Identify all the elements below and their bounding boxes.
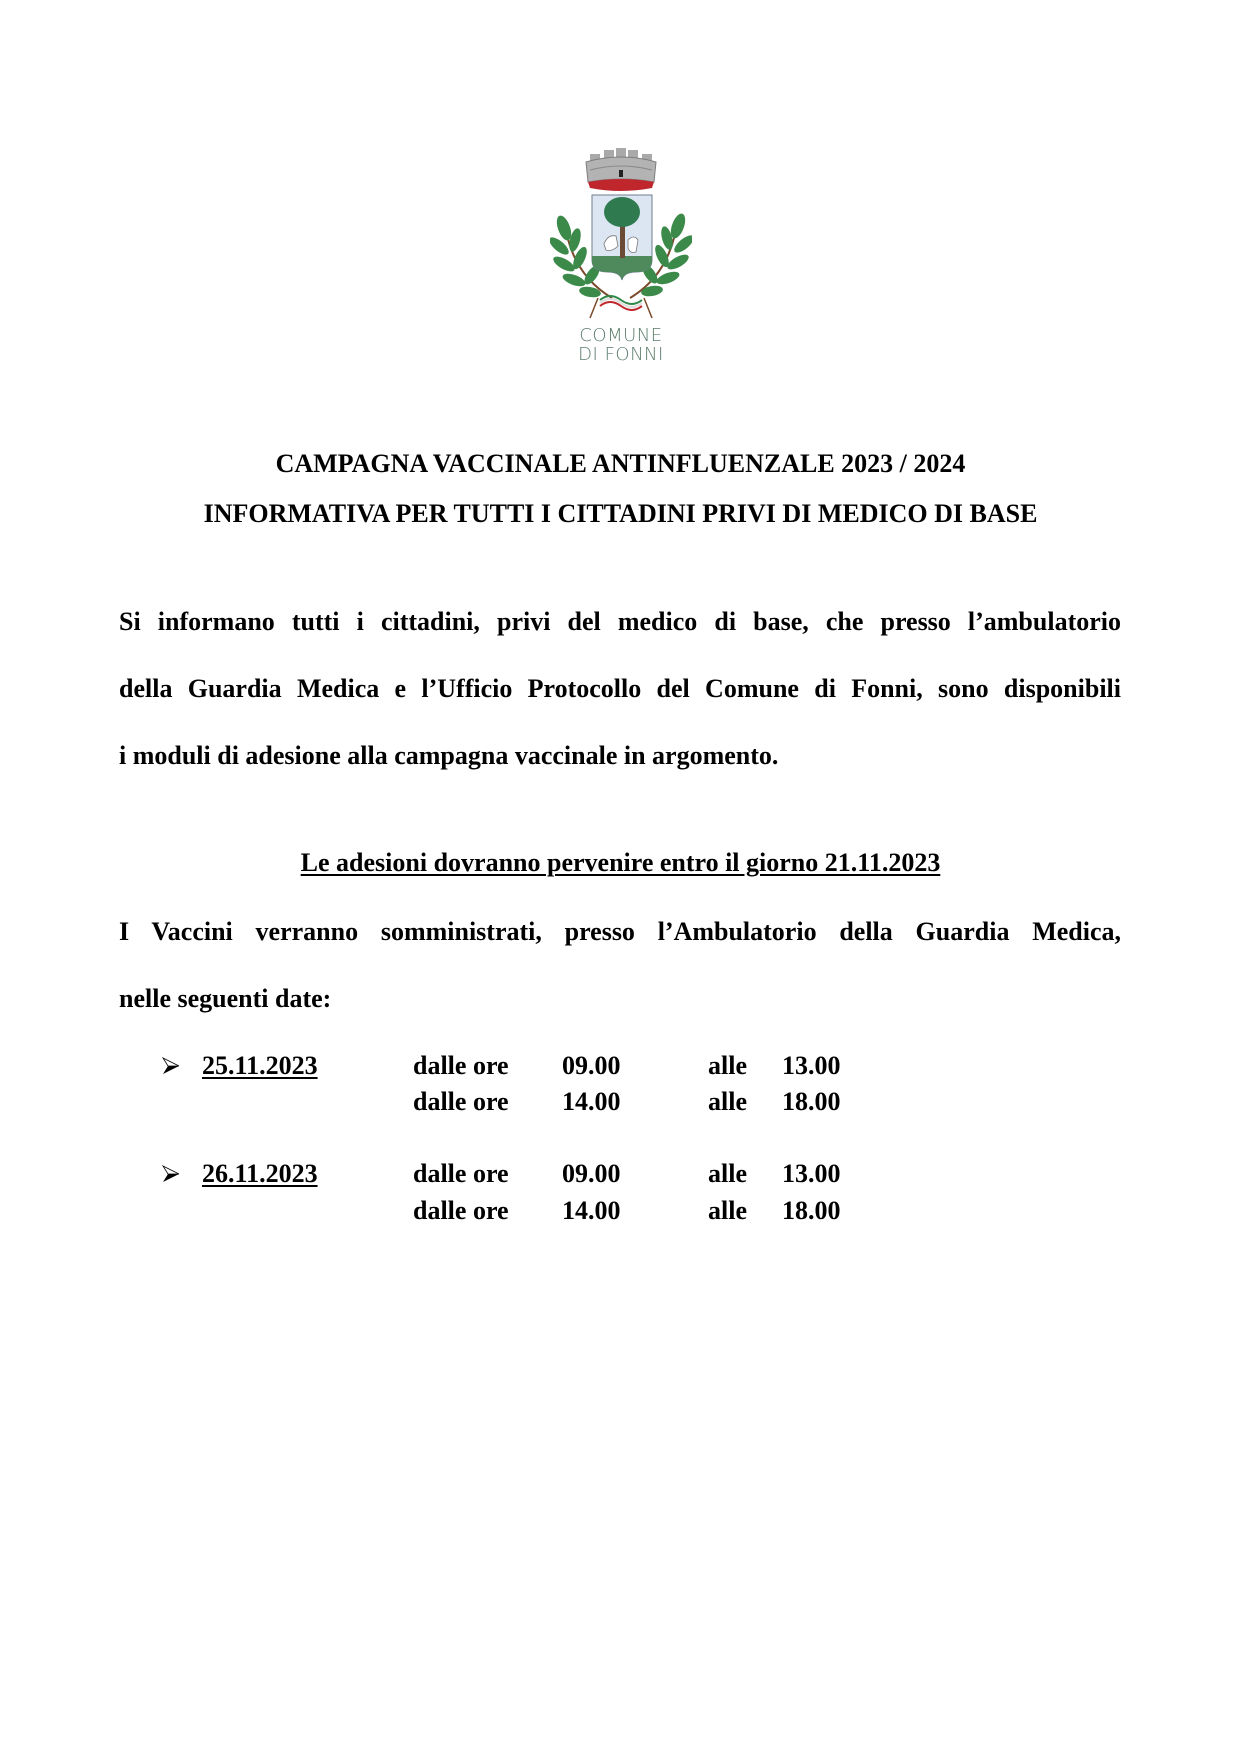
schedule-row xyxy=(0,1051,1241,1081)
crown-icon xyxy=(586,148,656,191)
deadline-notice xyxy=(0,848,1241,878)
coat-of-arms-icon xyxy=(550,148,692,326)
schedule-row xyxy=(0,1196,1241,1226)
end-time: 13.00 xyxy=(782,1051,841,1080)
from-label: dalle ore xyxy=(413,1051,509,1080)
from-label: dalle ore xyxy=(413,1087,509,1116)
arrowhead-bullet-icon xyxy=(162,1165,180,1183)
to-label: alle xyxy=(708,1051,747,1080)
start-time: 09.00 xyxy=(562,1159,621,1188)
logo-text-comune: COMUNE xyxy=(579,325,663,346)
start-time: 14.00 xyxy=(562,1196,621,1225)
to-label: alle xyxy=(708,1196,747,1225)
schedule-row xyxy=(0,1087,1241,1117)
deadline-text: Le adesioni dovranno pervenire entro il giorno 21.11.2023 xyxy=(300,848,941,877)
arrowhead-bullet-icon xyxy=(162,1057,180,1075)
from-label: dalle ore xyxy=(413,1159,509,1188)
schedule-row xyxy=(0,1159,1241,1189)
start-time: 14.00 xyxy=(562,1087,621,1116)
from-label: dalle ore xyxy=(413,1196,509,1225)
to-label: alle xyxy=(708,1159,747,1188)
intro-paragraph-line: della Guardia Medica e l’Ufficio Protocollo del Comune di Fonni, sono disponibili xyxy=(119,674,1121,703)
schedule-date: 26.11.2023 xyxy=(202,1159,318,1188)
document-title: CAMPAGNA VACCINALE ANTINFLUENZALE 2023 / 2024 xyxy=(275,449,966,478)
end-time: 18.00 xyxy=(782,1087,841,1116)
end-time: 13.00 xyxy=(782,1159,841,1188)
intro-paragraph-line: Si informano tutti i cittadini, privi del medico di base, che presso l’ambulatorio xyxy=(119,607,1121,636)
start-time: 09.00 xyxy=(562,1051,621,1080)
shield-icon xyxy=(592,195,652,280)
schedule-date: 25.11.2023 xyxy=(202,1051,318,1080)
vaccination-paragraph-line: nelle seguenti date: xyxy=(119,984,332,1013)
ribbon-icon xyxy=(590,296,652,318)
logo-text-fonni: DI FONNI xyxy=(578,344,664,365)
to-label: alle xyxy=(708,1087,747,1116)
intro-paragraph-line: i moduli di adesione alla campagna vaccinale in argomento. xyxy=(119,741,779,770)
municipality-logo xyxy=(550,148,692,368)
document-subtitle: INFORMATIVA PER TUTTI I CITTADINI PRIVI DI MEDICO DI BASE xyxy=(203,499,1038,528)
end-time: 18.00 xyxy=(782,1196,841,1225)
vaccination-paragraph-line: I Vaccini verranno somministrati, presso l’Ambulatorio della Guardia Medica, xyxy=(119,917,1121,946)
